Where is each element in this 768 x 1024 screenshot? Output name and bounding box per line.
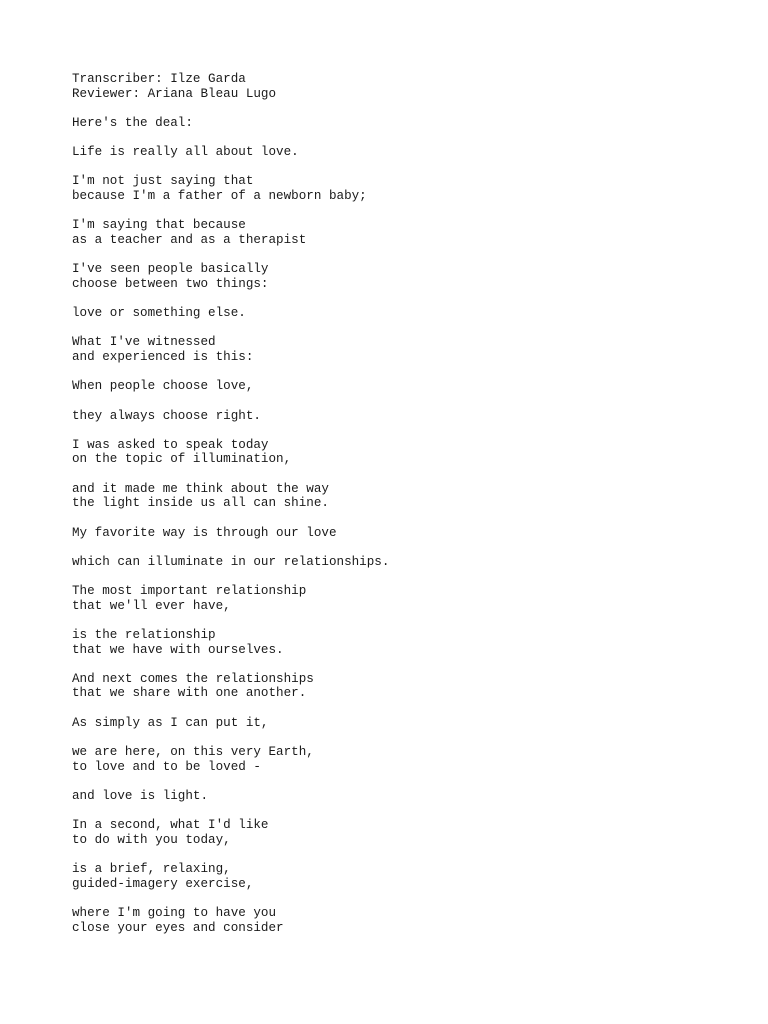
transcript-line: which can illuminate in our relationships. [72,554,390,569]
stanza [72,409,732,424]
transcript-line: Here's the deal: [72,115,193,130]
transcript-line: the light inside us all can shine. [72,496,329,511]
transcript-line: I was asked to speak today [72,437,269,452]
transcript-line: I'm not just saying that [72,174,254,189]
transcript-line: is the relationship [72,627,216,642]
transcript-line: is a brief, relaxing, [72,862,231,877]
transcript-line: and experienced is this: [72,349,254,364]
stanza [72,218,732,247]
stanza [72,584,732,613]
transcript-line: to love and to be loved - [72,759,261,774]
transcript-line: because I'm a father of a newborn baby; [72,189,367,204]
transcript-line: What I've witnessed [72,335,216,350]
stanza [72,145,732,160]
transcript-credits [72,72,732,101]
transcript-line: As simply as I can put it, [72,715,269,730]
transcript-line: Life is really all about love. [72,145,299,160]
stanza [72,262,732,291]
transcript-line: on the topic of illumination, [72,452,292,467]
transcript-line: love or something else. [72,306,246,321]
stanza [72,818,732,847]
transcript-line: And next comes the relationships [72,671,314,686]
transcript-line: When people choose love, [72,379,254,394]
stanza [72,379,732,394]
stanza [72,555,732,570]
stanza [72,672,732,701]
stanza [72,438,732,467]
transcript-line: I'm saying that because [72,218,246,233]
transcript-line: In a second, what I'd like [72,818,269,833]
transcript-line: as a teacher and as a therapist [72,232,307,247]
transcript-line: that we have with ourselves. [72,642,284,657]
stanza [72,862,732,891]
transcript-line: they always choose right. [72,408,261,423]
reviewer-line: Reviewer: Ariana Bleau Lugo [72,86,277,101]
transcript-line: I've seen people basically [72,262,269,277]
transcript-line: and it made me think about the way [72,481,329,496]
stanza [72,745,732,774]
stanza [72,789,732,804]
stanza [72,906,732,935]
transcript-line: and love is light. [72,788,209,803]
transcript-line: that we'll ever have, [72,598,231,613]
stanza [72,482,732,511]
transcript-page [72,72,732,950]
transcript-line: My favorite way is through our love [72,525,337,540]
transcript-line: guided-imagery exercise, [72,876,254,891]
stanza [72,716,732,731]
transcript-line: choose between two things: [72,276,269,291]
transcriber-line: Transcriber: Ilze Garda [72,72,246,86]
transcript-line: The most important relationship [72,584,307,599]
stanza [72,116,732,131]
transcript-line: we are here, on this very Earth, [72,745,314,759]
transcript-line: close your eyes and consider [72,920,284,935]
stanza [72,628,732,657]
transcript-line: to do with you today, [72,832,231,847]
stanza [72,306,732,321]
stanza [72,335,732,364]
stanza [72,526,732,541]
transcript-line: that we share with one another. [72,686,307,701]
transcript-line: where I'm going to have you [72,905,277,920]
stanza [72,174,732,203]
